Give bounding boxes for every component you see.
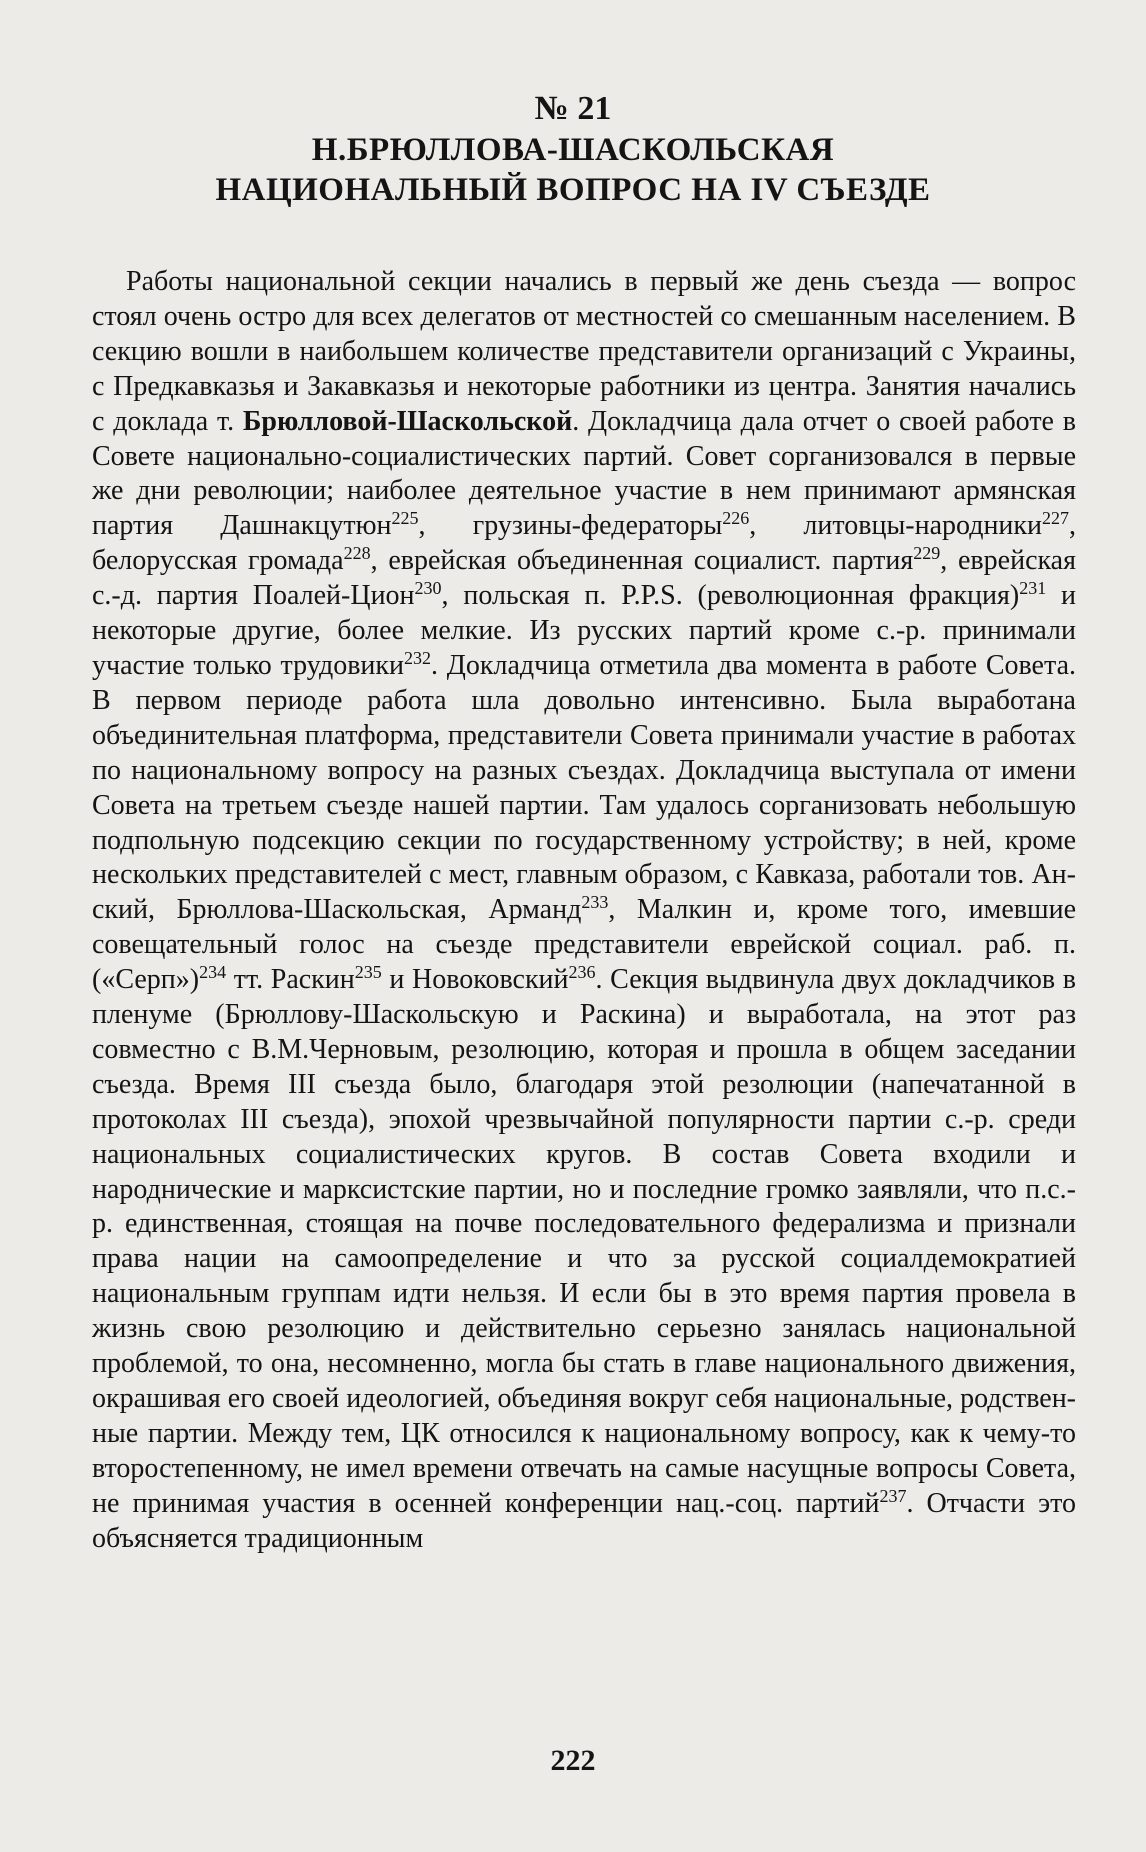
footnote-ref: 228 — [343, 543, 371, 564]
footnote-ref: 234 — [199, 962, 227, 983]
text-run: тт. Раскин — [226, 964, 355, 996]
footnote-ref: 230 — [414, 578, 442, 599]
text-run: , еврейская с.-д. партия Поалей-Цион — [92, 545, 1076, 612]
footnote-ref: 227 — [1042, 508, 1070, 529]
author-heading: Н.БРЮЛЛОВА-ШАСКОЛЬСКАЯ — [311, 132, 835, 168]
footnote-ref: 226 — [722, 508, 750, 529]
footnote-ref: 237 — [879, 1485, 907, 1506]
footnote-ref: 231 — [1019, 578, 1047, 599]
text-run: . Отчасти это объясняется традиционным — [92, 1487, 1077, 1554]
footnote-ref: 229 — [913, 543, 941, 564]
footnote-ref: 233 — [581, 892, 609, 913]
paragraph — [92, 265, 1076, 1557]
text-run: , белорусская громада — [92, 510, 1077, 577]
page-number: 222 — [550, 1744, 596, 1777]
footnote-ref: 235 — [354, 962, 382, 983]
footnote-ref: 236 — [568, 962, 596, 983]
text-run: , польская п. P.P.S. (революционная фракция) — [441, 580, 1020, 612]
document-header — [0, 88, 1146, 210]
text-run: . Секция выдвинула двух докладчиков в пленуме (Брюллову-Шаскольскую и Раскина) и выработала, на этот раз совместно с В.М.Черновым, резолюцию, которая и прошла в общем заседании съезда. Время III съезда было, благодаря этой резолюции (напечатанной в протоколах III съезда), эпохой чрезвычайной популярности партии с.-р. среди национальных социалистических кругов. В состав Совета входили и народнические и марксистские партии, но и последние громко заявляли, что п.с.-р. единственная, стоящая на почве последовательного федерализма и признали права нации на самоопределение и что за русской социалдемократией национальным группам идти нельзя. И если бы в это время партия провела в жизнь свою резолюцию и действительно серьезно занялась национальной проблемой, то она, несомненно, могла бы стать в главе национального движения, окрашивая его своей идеологией, объединяя вокруг себя национальные, родственные партии. Между тем, ЦК относился к национальному вопросу, как к чему-то второстепенному, не имел времени отвечать на самые насущные вопросы Совета, не принимая участия в осенней конференции нац.-соц. партий — [92, 964, 1076, 1519]
body-text — [92, 265, 1076, 1557]
text-run: Работы национальной секции начались в первый же день съезда — вопрос стоял очень остро для всех делегатов от местностей со смешанным населением. В секцию вошли в наибольшем количестве представители организаций с Украины, с Предкавказья и Закавказья и некоторые работники из центра. Занятия начались с доклада т. — [92, 266, 1076, 437]
speaker-name: Брюлловой-Шаскольской — [242, 405, 573, 437]
text-run: . Докладчица дала отчет о своей работе в Совете национально-социалистических партий. Совет сорганизовался в первые же дни революции; наиболее деятельное участие в нем принимают армянская партия Дашнакцутюн — [92, 405, 1077, 542]
text-run: , Малкин и, кроме того, имевшие совещательный голос на съезде представители еврейской социал. раб. п. («Серп») — [92, 894, 1076, 996]
document-number: № 21 — [534, 90, 612, 127]
text-run: , грузины-федераторы — [418, 510, 723, 542]
text-run: и Новоковский — [381, 964, 569, 996]
text-run: , литовцы-народники — [749, 510, 1043, 542]
footnote-ref: 225 — [391, 508, 419, 529]
text-run: и некоторые другие, более мелкие. Из русских партий кроме с.-р. принимали участие только трудовики — [92, 580, 1077, 681]
text-run: , еврейская объединенная социалист. партия — [370, 545, 914, 577]
text-run: . Докладчица отметила два момента в работе Совета. В первом периоде работа шла довольно интенсивно. Была выработана объединительная платформа, представители Совета принимали участие в работах по национальному вопросу на разных съездах. Докладчица выступала от имени Совета на третьем съезде нашей партии. Там удалось сорганизовать небольшую подпольную подсекцию секции по государственному устройству; в ней, кроме нескольких представителей с мест, главным образом, с Кавказа, работали тов. Ан-ский, Брюллова-Шаскольская, Арманд — [92, 649, 1076, 926]
document-title: НАЦИОНАЛЬНЫЙ ВОПРОС НА IV СЪЕЗДЕ — [215, 172, 931, 208]
footnote-ref: 232 — [404, 647, 432, 668]
